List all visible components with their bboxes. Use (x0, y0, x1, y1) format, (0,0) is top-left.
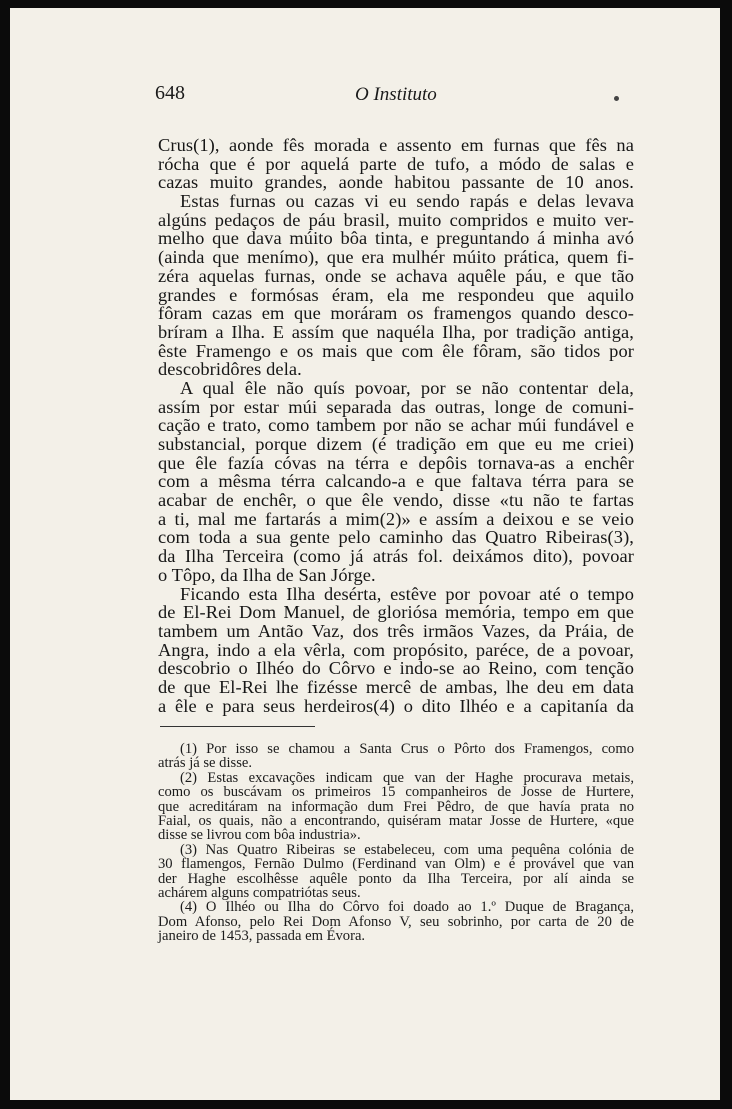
text-line: com a mêsma térra calcando-a e que faltava térra para se (158, 471, 634, 492)
text-line: descobridôres dela. (158, 359, 302, 380)
text-line: cação e trato, como tambem por não se achar múi fundável e (158, 415, 634, 436)
book-page (10, 8, 720, 1100)
footnote-line: disse se livrou com bôa industria». (158, 827, 361, 844)
footnote-line: janeiro de 1453, passada em Évora. (158, 928, 366, 945)
text-line: Ficando esta Ilha desérta, estêve por povoar até o tempo (180, 583, 634, 604)
text-line: bríram a Ilha. E assím que naquéla Ilha, por tradição antiga, (158, 321, 634, 342)
footnote-line: (1) Por isso se chamou a Santa Crus o Pôrto dos Framengos, como (180, 741, 634, 757)
page-number: 648 (155, 82, 185, 104)
footnote-line: que acreditáram na informação dum Frei Pêdro, de que havía prata no (158, 798, 634, 815)
text-line: rócha que é por aquelá parte de tufo, a módo de salas e (158, 153, 634, 174)
footnote-line: achárem alguns compatriótas seus. (158, 884, 361, 901)
text-line: o Tôpo, da Ilha de San Jórge. (158, 564, 376, 585)
footnote-divider (160, 726, 315, 727)
text-line: de que El-Rei lhe fizésse mercê de ambas, lhe deu em data (158, 676, 634, 697)
footnote-line: atrás já se disse. (158, 755, 253, 772)
text-line: assím por estar múi separada das outras, longe de comuni- (158, 396, 634, 417)
footnote-line: (4) O Ilhéo ou Ilha do Côrvo foi doado ao 1.º Duque de Bragança, (180, 899, 634, 916)
footnote-line: Dom Afonso, pelo Rei Dom Afonso V, seu sobrinho, por carta de 20 de (158, 913, 634, 930)
page-header (155, 82, 635, 112)
text-line: grandes e formósas éram, ela me respondeu que aquilo (158, 284, 634, 305)
running-title: O Instituto (355, 84, 437, 105)
footnote-line: (2) Estas excavações indicam que van der Haghe procurava metais, (180, 769, 634, 786)
text-line: algúns pedaços de páu brasil, muito compridos e muito ver- (158, 209, 634, 230)
footnote-line: Faial, os quais, não a encontrando, quiséram matar Josse de Hurtere, «que (158, 812, 634, 829)
text-line: A qual êle não quís povoar, por se não contentar dela, (180, 377, 634, 398)
text-line: fôram cazas em que moráram os framengos quando desco- (158, 303, 634, 324)
text-line: da Ilha Terceira (como já atrás fol. deixámos dito), povoar (158, 546, 634, 567)
text-line: êste Framengo e os mais que com êle fôram, são tidos por (158, 340, 634, 361)
text-line: melho que dava múito bôa tinta, e preguntando á minha avó (158, 228, 634, 249)
text-line: Angra, indo a ela vêrla, com propósito, paréce, de a povoar, (158, 639, 634, 660)
text-line: a ti, mal me fartarás a mim(2)» e assím a deixou e se veio (158, 508, 634, 529)
text-line: tambem um Antão Vaz, dos três irmãos Vazes, da Práia, de (158, 620, 634, 641)
text-line: Estas furnas ou cazas vi eu sendo rapás e delas levava (180, 191, 634, 212)
footnote-line: 30 flamengos, Fernão Dulmo (Ferdinand van Olm) e é provável que van (158, 856, 634, 873)
text-line: acabar de enchêr, o que êle vendo, disse «tu não te fartas (158, 490, 634, 511)
text-line: que êle fazía cóvas na térra e depôis tornava-as a enchêr (158, 452, 634, 473)
text-line: de El-Rei Dom Manuel, de gloriósa memória, tempo em que (158, 602, 634, 623)
text-line: descobrio o Ilhéo do Côrvo e indo-se ao Reino, com tenção (158, 658, 634, 679)
text-line: substancial, porque dizem (é tradição em que eu me criei) (158, 434, 634, 454)
footnote-line: como os buscávam os primeiros 15 companheiros de Josse de Hurtere, (158, 784, 634, 801)
footnote-line: (3) Nas Quatro Ribeiras se estabeleceu, com uma pequêna colónia de (180, 841, 634, 858)
text-line: (ainda que menímo), que era mulhér múito prática, quem fi- (158, 247, 634, 268)
text-line: a êle e para seus herdeiros(4) o dito Ilhéo e a capitanía da (158, 695, 634, 716)
text-line: cazas muito grandes, aonde habitou passante de 10 anos. (158, 172, 634, 193)
text-line: Crus(1), aonde fês morada e assento em furnas que fês na (158, 135, 634, 155)
footnotes (158, 742, 634, 943)
main-text (158, 136, 634, 715)
footnote-line: der Haghe escolhêsse aquêle ponto da Ilha Terceira, por alí ainda se (158, 870, 634, 887)
text-line: zéra aquelas furnas, onde se achava aquêle páu, e que tão (158, 265, 634, 286)
text-line: com toda a sua gente pelo caminho das Quatro Ribeiras(3), (158, 527, 634, 548)
